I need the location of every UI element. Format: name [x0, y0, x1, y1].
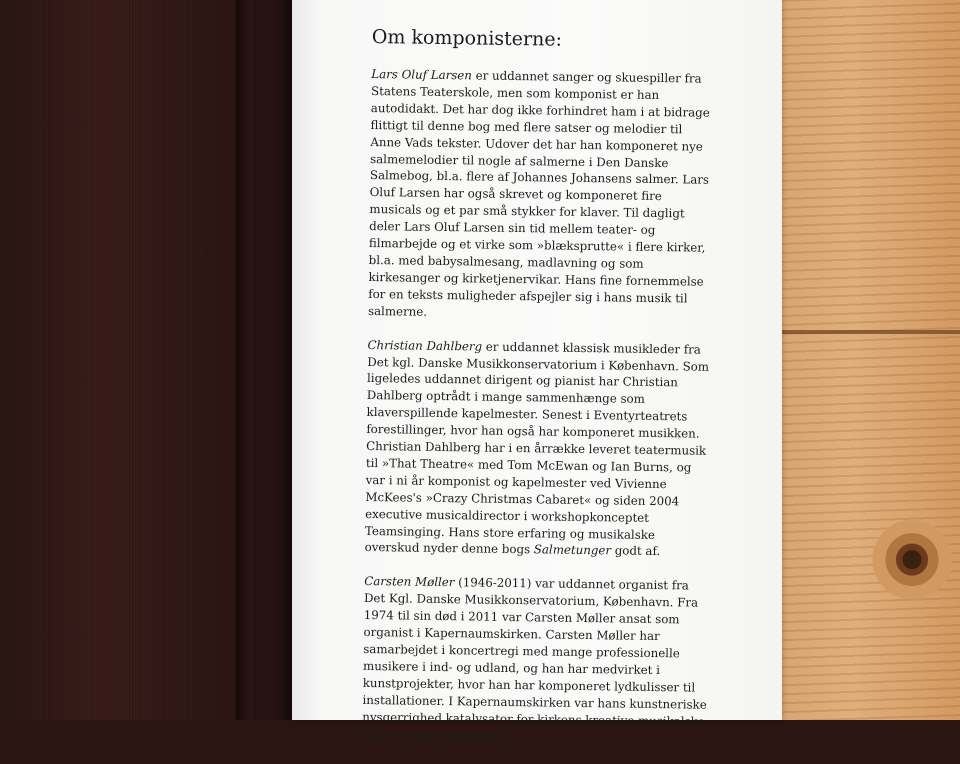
paragraph-christian-dahlberg [365, 337, 713, 562]
paragraph-text: er uddannet klassisk musikleder fra Det kgl. Danske Musikkonservatorium i København. Som ligeledes uddannet dirigent og pianist har Christian Dahlberg optrådt i mange sammenhænge som klaverspillende kapelmester. Senest i Eventyrteatrets forestillinger, hvor han også har komponeret musikken. Christian Dahlberg har i en årrække leveret teatermusik til »That Theatre« med Tom McEwan og Ian Burns, og var i ni år komponist og kapelmester ved Vivienne McKees's »Crazy Christmas Cabaret« og siden 2004 executive musicaldirector i workshopkonceptet Teamsinging. Hans store erfaring og musikalske overskud nyder denne bogs [364, 339, 710, 557]
composer-name: Christian Dahlberg [367, 337, 483, 354]
paragraph-tail: godt af. [610, 543, 661, 559]
book-title: Salmetunger [533, 542, 612, 558]
wood-knot [868, 520, 956, 608]
book-spine [236, 0, 252, 720]
book-cover [0, 0, 300, 720]
wooden-table [778, 0, 960, 720]
paragraph-carsten-moller [362, 573, 709, 747]
composer-name: Lars Oluf Larsen [371, 66, 473, 83]
page-text [362, 26, 717, 764]
plank-seam [778, 330, 960, 334]
page-heading: Om komponisterne: [371, 26, 563, 51]
book-page [292, 0, 782, 743]
paragraph-text: er uddannet sanger og skuespiller fra Statens Teaterskole, men som komponist er han autodidakt. Det har dog ikke forhindret ham i at bidrage flittigt til denne bog med flere satser og melodier til Anne Vads tekster. Udover det har han komponeret nye salmemelodier til nogle af salmerne i Den Danske Salmebog, bl.a. flere af Johannes Johansens salmer. Lars Oluf Larsen har også skrevet og komponeret fire musicals og et par små stykker for klaver. Til dagligt deler Lars Oluf Larsen sin tid mellem teater- og filmarbejde og et virke som »blæksprutte« i flere kirker, bl.a. med babysalmesang, madlavning og som kirkesanger og kirketjenervikar. Hans fine fornemmelse for en teksts muligheder afspejler sig i hans musik til salmerne. [367, 68, 710, 319]
paragraph-lars-oluf-larsen [368, 66, 717, 324]
paragraph-text: (1946-2011) var uddannet organist fra Det Kgl. Danske Musikkonservatorium, København. Fra 1974 til sin død i 2011 var Carsten Møller ansat som organist i Kapernaumskirken. Carsten Møller har samarbejdet i koncertregi med mange professionelle musikere i ind- og udland, og han har medvirket i kunstprojekter, hvor han har komponeret lydkulisser til installationer. I Kapernaumskirken var hans kunstneriske nysgerrighed katalysator for kirkens kreative musikalske miljø, hvilket hans egne [362, 575, 707, 743]
composer-name: Carsten Møller [364, 574, 455, 590]
